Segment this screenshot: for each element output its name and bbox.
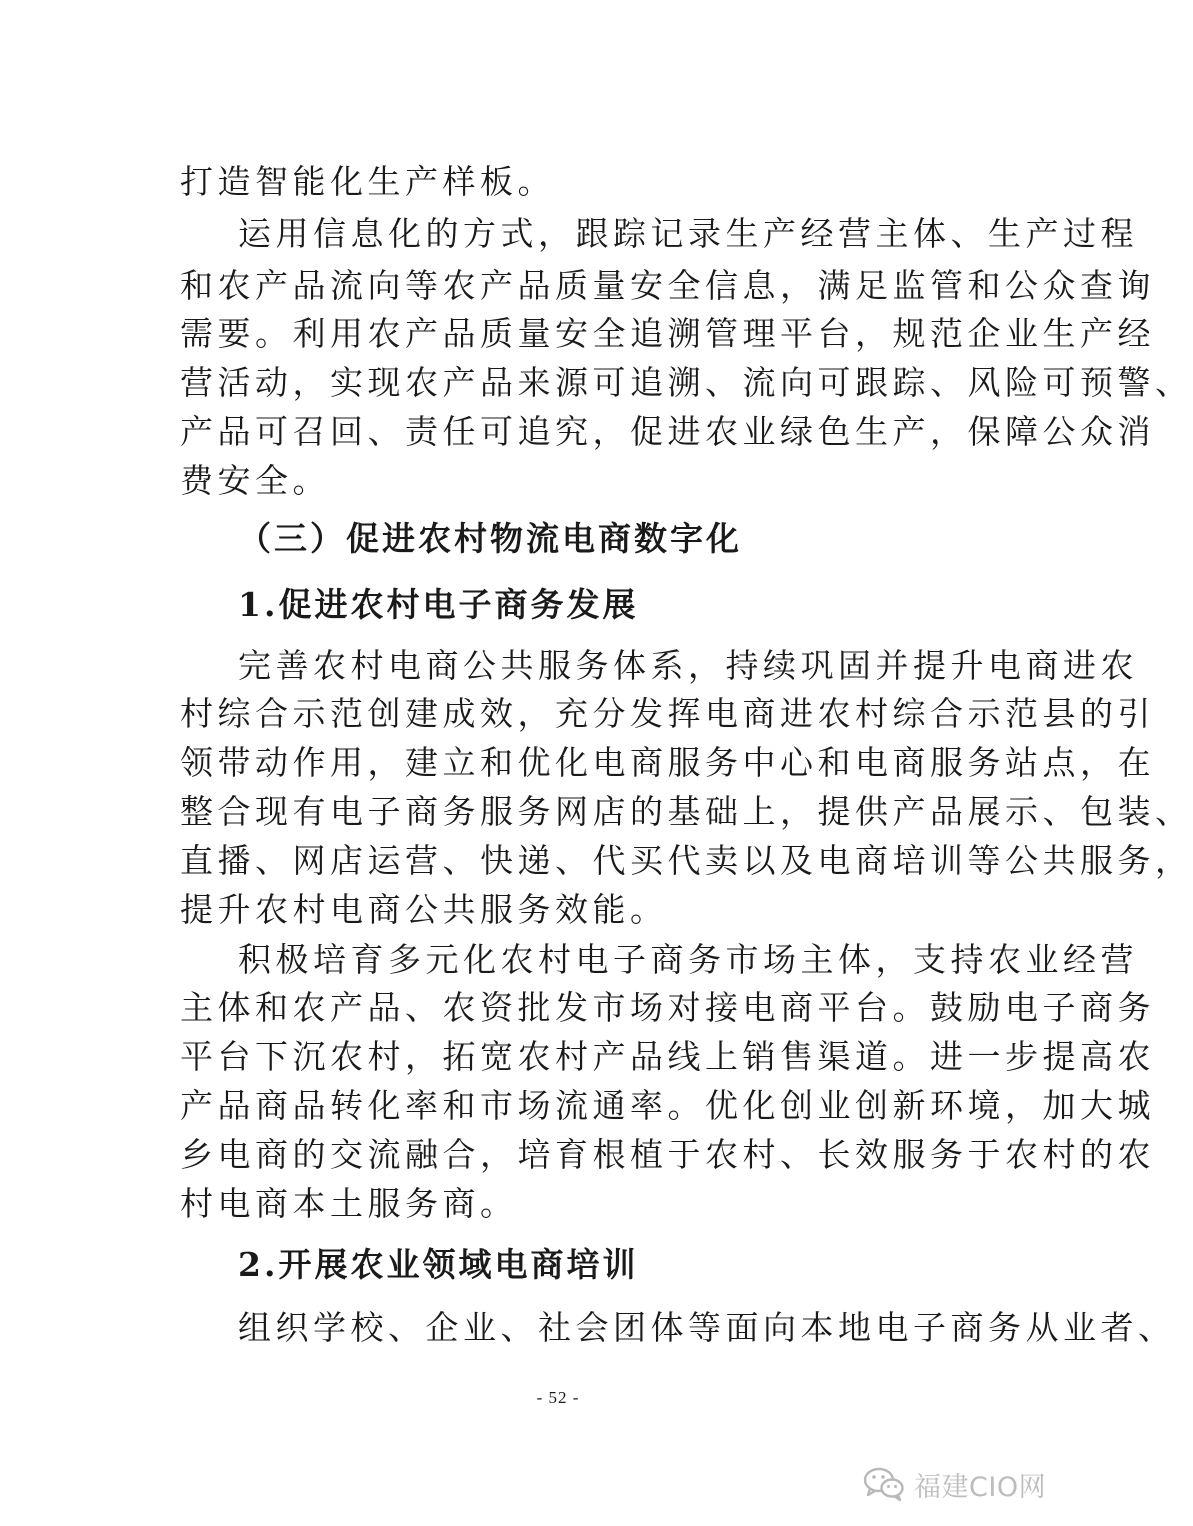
paragraph-line: 村电商本土服务商。 [180, 1184, 518, 1223]
subsection-heading: 2.开展农业领域电商培训 [238, 1245, 639, 1284]
paragraph-line: 整合现有电子商务服务网店的基础上，提供产品展示、包装、 [180, 792, 1193, 831]
paragraph-line: 需要。利用农产品质量安全追溯管理平台，规范企业生产经 [180, 314, 1155, 353]
paragraph-line: 费安全。 [180, 461, 330, 500]
paragraph-line: 乡电商的交流融合，培育根植于农村、长效服务于农村的农 [180, 1135, 1155, 1174]
paragraph-line: 营活动，实现农产品来源可追溯、流向可跟踪、风险可预警、 [180, 363, 1193, 402]
watermark-text: 福建CIO网 [914, 1471, 1047, 1503]
section-heading: （三）促进农村物流电商数字化 [238, 519, 742, 558]
paragraph-line: 主体和农产品、农资批发市场对接电商平台。鼓励电子商务 [180, 988, 1155, 1027]
paragraph-line: 运用信息化的方式，跟踪记录生产经营主体、生产过程 [238, 214, 1138, 253]
paragraph-line: 组织学校、企业、社会团体等面向本地电子商务从业者、 [238, 1308, 1176, 1347]
watermark [862, 1462, 1046, 1506]
paragraph-line: 积极培育多元化农村电子商务市场主体，支持农业经营 [238, 940, 1138, 979]
page-number: - 52 - [536, 1388, 580, 1407]
paragraph-line: 直播、网店运营、快递、代买代卖以及电商培训等公共服务， [180, 841, 1193, 880]
paragraph-line: 村综合示范创建成效，充分发挥电商进农村综合示范县的引 [180, 694, 1155, 733]
subsection-heading: 1.促进农村电子商务发展 [238, 585, 639, 624]
paragraph-line: 领带动作用，建立和优化电商服务中心和电商服务站点，在 [180, 743, 1155, 782]
paragraph-line: 产品商品转化率和市场流通率。优化创业创新环境，加大城 [180, 1086, 1155, 1125]
paragraph-line: 产品可召回、责任可追究，促进农业绿色生产，保障公众消 [180, 412, 1155, 451]
paragraph-line: 完善农村电商公共服务体系，持续巩固并提升电商进农 [238, 646, 1138, 685]
paragraph-line: 打造智能化生产样板。 [180, 162, 555, 201]
paragraph-line: 平台下沉农村，拓宽农村产品线上销售渠道。进一步提高农 [180, 1037, 1155, 1076]
wechat-icon [862, 1465, 906, 1503]
paragraph-line: 提升农村电商公共服务效能。 [180, 890, 668, 929]
paragraph-line: 和农产品流向等农产品质量安全信息，满足监管和公众查询 [180, 266, 1155, 305]
